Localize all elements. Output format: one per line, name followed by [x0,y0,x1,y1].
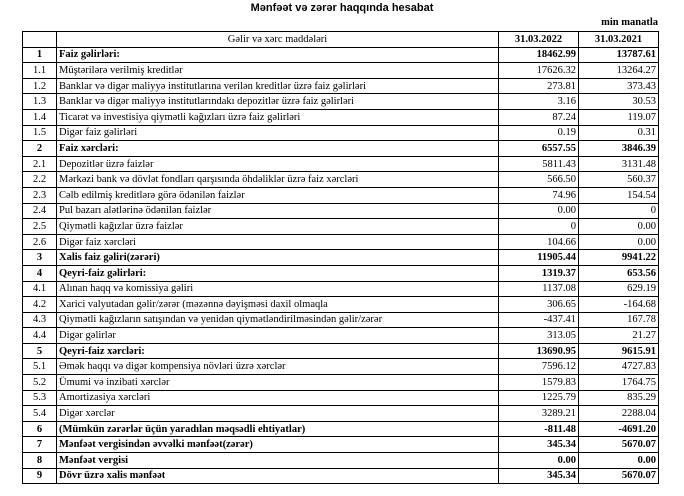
table-row [23,265,659,281]
table-row [23,187,659,203]
row-label: Ticarət və investisiya qiymətli kağızları üzrə faiz gəlirləri [57,109,499,125]
table-row [23,141,659,157]
row-value-2022: 5811.43 [499,156,579,172]
row-value-2022: 13690.95 [499,343,579,359]
row-label: Banklar və digər maliyyə institutlarına verilən kreditlər üzrə faiz gəlirləri [57,78,499,94]
row-value-2021: -4691.20 [579,421,659,437]
unit-label: min manatla [601,17,658,28]
report-title: Mənfəət və zərər haqqında hesabat [250,2,434,14]
row-value-2022: 104.66 [499,234,579,250]
row-value-2021: 653.56 [579,265,659,281]
table-row [23,234,659,250]
table-row [23,468,659,484]
row-value-2022: 74.96 [499,187,579,203]
row-label: Banklar və digər maliyyə institutlarındakı depozitlər üzrə faiz gəlirləri [57,94,499,110]
row-value-2022: 1319.37 [499,265,579,281]
row-value-2021: 4727.83 [579,359,659,375]
row-value-2022: 7596.12 [499,359,579,375]
row-number: 5.3 [23,390,57,406]
row-number: 1.5 [23,125,57,141]
row-label: Digər faiz xərcləri [57,234,499,250]
row-label: Dövr üzrə xalis mənfəət [57,468,499,484]
row-label: (Mümkün zərərlər üçün yaradılan məqsədli ehtiyatlar) [57,421,499,437]
row-number: 1 [23,47,57,63]
row-value-2021: 1764.75 [579,375,659,391]
row-label: Depozitlər üzrə faizlər [57,156,499,172]
row-value-2022: 0.19 [499,125,579,141]
row-label: Mərkəzi bank və dövlət fondları qarşısında öhdəliklər üzrə faiz xərcləri [57,172,499,188]
row-label: Digər faiz gəlirləri [57,125,499,141]
row-value-2021: 0.31 [579,125,659,141]
row-number: 5.4 [23,406,57,422]
row-label: Əmək haqqı və digər kompensiya növləri üzrə xərclər [57,359,499,375]
row-value-2022: 6557.55 [499,141,579,157]
row-value-2022: 11905.44 [499,250,579,266]
row-number: 2.2 [23,172,57,188]
row-label: Qiymətli kağızlar üzrə faizlər [57,219,499,235]
table-row [23,359,659,375]
header-2021-cell: 31.03.2021 [579,32,659,48]
row-number: 9 [23,468,57,484]
table-row [23,109,659,125]
row-number: 1.3 [23,94,57,110]
row-value-2021: 5670.07 [579,468,659,484]
row-number: 2 [23,141,57,157]
row-value-2022: 17626.32 [499,63,579,79]
row-number: 4.1 [23,281,57,297]
table-row [23,297,659,313]
row-value-2022: 0.00 [499,453,579,469]
row-value-2021: 629.19 [579,281,659,297]
row-label: Qeyri-faiz gəlirləri: [57,265,499,281]
row-number: 2.5 [23,219,57,235]
row-number: 3 [23,250,57,266]
table-row [23,219,659,235]
header-number-cell [23,32,57,48]
row-number: 5.2 [23,375,57,391]
row-label: Qiymətli kağızların satışından və yenidən qiymətləndirilməsindən gəlir/zərər [57,312,499,328]
table-row [23,63,659,79]
header-2022-cell: 31.03.2022 [499,32,579,48]
row-number: 4.2 [23,297,57,313]
row-label: Pul bazarı alətlərinə ödənilən faizlər [57,203,499,219]
table-row [23,390,659,406]
row-number: 7 [23,437,57,453]
row-label: Cəlb edilmiş kreditlərə görə ödənilən faizlər [57,187,499,203]
row-value-2022: 3289.21 [499,406,579,422]
row-number: 4.3 [23,312,57,328]
table-row [23,250,659,266]
table-row [23,156,659,172]
row-number: 8 [23,453,57,469]
row-label: Xarici valyutadan gəlir/zərər (məzənnə dəyişməsi daxil olmaqla [57,297,499,313]
row-value-2021: 0.00 [579,234,659,250]
row-number: 4.4 [23,328,57,344]
row-value-2021: 9941.22 [579,250,659,266]
row-value-2021: 167.78 [579,312,659,328]
row-value-2021: 3846.39 [579,141,659,157]
row-value-2021: 560.37 [579,172,659,188]
table-body [23,32,659,484]
row-number: 2.4 [23,203,57,219]
table-row [23,125,659,141]
table-row [23,343,659,359]
row-value-2022: 87.24 [499,109,579,125]
table-row [23,406,659,422]
row-value-2022: -437.41 [499,312,579,328]
row-value-2022: 0 [499,219,579,235]
table-row [23,281,659,297]
row-label: Faiz gəlirləri: [57,47,499,63]
row-value-2021: 21.27 [579,328,659,344]
row-value-2022: 1225.79 [499,390,579,406]
row-value-2021: 154.54 [579,187,659,203]
row-number: 5.1 [23,359,57,375]
row-number: 1.1 [23,63,57,79]
table-row [23,203,659,219]
row-value-2022: 566.50 [499,172,579,188]
row-value-2021: 3131.48 [579,156,659,172]
row-value-2021: 2288.04 [579,406,659,422]
row-number: 1.2 [23,78,57,94]
row-value-2021: 13264.27 [579,63,659,79]
row-label: Amortizasiya xərcləri [57,390,499,406]
row-value-2021: 0.00 [579,453,659,469]
row-value-2021: 0.00 [579,219,659,235]
row-label: Alınan haqq və komissiya gəliri [57,281,499,297]
row-value-2021: 119.07 [579,109,659,125]
row-number: 2.6 [23,234,57,250]
table-row [23,47,659,63]
table-row [23,437,659,453]
income-statement-table [22,31,659,484]
row-label: Faiz xərcləri: [57,141,499,157]
table-row [23,375,659,391]
row-label: Mənfəət vergisindən əvvəlki mənfəət(zərər) [57,437,499,453]
row-value-2021: 9615.91 [579,343,659,359]
row-label: Ümumi və inzibati xərclər [57,375,499,391]
row-value-2021: 835.29 [579,390,659,406]
row-value-2021: 0 [579,203,659,219]
header-item-cell: Gəlir və xərc maddələri [57,32,499,48]
row-value-2022: 0.00 [499,203,579,219]
row-label: Qeyri-faiz xərcləri: [57,343,499,359]
row-number: 1.4 [23,109,57,125]
row-number: 2.1 [23,156,57,172]
row-number: 5 [23,343,57,359]
row-value-2021: 30.53 [579,94,659,110]
row-value-2022: 345.34 [499,468,579,484]
row-value-2021: 13787.61 [579,47,659,63]
row-value-2022: 18462.99 [499,47,579,63]
row-value-2022: 306.65 [499,297,579,313]
table-row [23,172,659,188]
row-value-2021: 5670.07 [579,437,659,453]
table-row [23,453,659,469]
row-label: Müştərilərə verilmiş kreditlər [57,63,499,79]
row-label: Mənfəət vergisi [57,453,499,469]
row-value-2022: 313.05 [499,328,579,344]
table-row [23,94,659,110]
row-value-2021: 373.43 [579,78,659,94]
table-row [23,312,659,328]
row-label: Xalis faiz gəliri(zərəri) [57,250,499,266]
row-value-2022: 1579.83 [499,375,579,391]
row-value-2022: 345.34 [499,437,579,453]
row-value-2022: 273.81 [499,78,579,94]
table-row [23,78,659,94]
row-number: 2.3 [23,187,57,203]
row-number: 6 [23,421,57,437]
row-label: Digər gəlirlər [57,328,499,344]
row-label: Digər xərclər [57,406,499,422]
table-row [23,328,659,344]
row-number: 4 [23,265,57,281]
row-value-2022: -811.48 [499,421,579,437]
row-value-2021: -164.68 [579,297,659,313]
table-row [23,421,659,437]
table-header-row [23,32,659,48]
row-value-2022: 3.16 [499,94,579,110]
row-value-2022: 1137.08 [499,281,579,297]
